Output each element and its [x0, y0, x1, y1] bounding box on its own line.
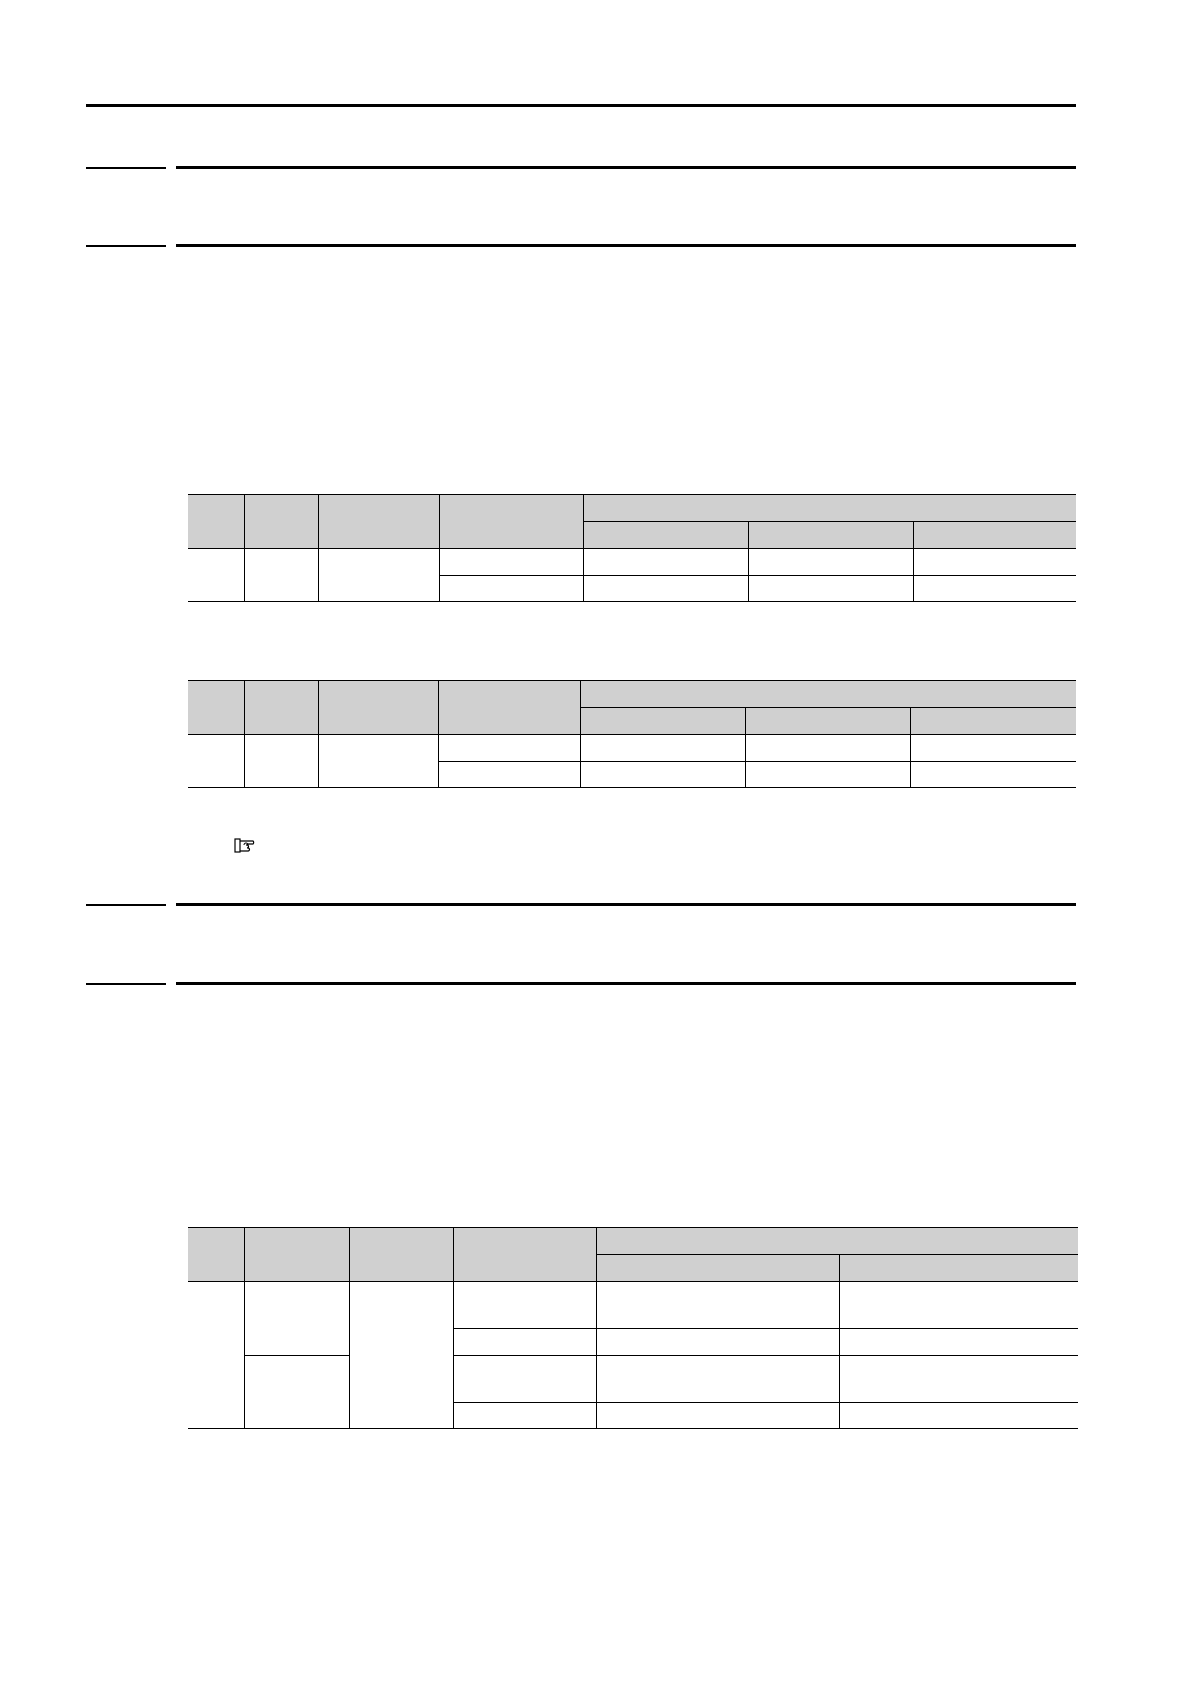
- header-cell: [244, 681, 318, 735]
- table-cell: [318, 735, 438, 788]
- table-cell: [580, 735, 745, 762]
- table-cell: [596, 1329, 839, 1356]
- table-cell: [580, 762, 745, 788]
- section-rule-short-1a: [86, 167, 166, 169]
- header-cell: [244, 1228, 349, 1282]
- header-cell: [318, 495, 439, 549]
- table-cell: [439, 549, 583, 576]
- table-cell: [438, 735, 580, 762]
- spec-table-1: [188, 494, 1076, 602]
- header-cell: [244, 495, 318, 549]
- header-cell: [188, 495, 244, 549]
- header-subcell: [839, 1255, 1078, 1282]
- table-cell: [244, 1356, 349, 1429]
- table-cell: [439, 576, 583, 602]
- header-subcell: [745, 708, 910, 735]
- table-cell: [244, 735, 318, 788]
- header-cell: [438, 681, 580, 735]
- table-cell: [596, 1356, 839, 1403]
- section-rule-long-2b: [176, 982, 1076, 985]
- table-cell: [913, 576, 1076, 602]
- pointing-hand-icon: [234, 838, 256, 854]
- table-cell: [453, 1329, 596, 1356]
- table-cell: [244, 1282, 349, 1356]
- header-subcell: [583, 522, 748, 549]
- header-group-cell: [583, 495, 1076, 522]
- table-cell: [839, 1403, 1078, 1429]
- table-cell: [596, 1403, 839, 1429]
- table-cell: [839, 1282, 1078, 1329]
- section-rule-short-1b: [86, 245, 166, 247]
- table-cell: [583, 576, 748, 602]
- table-cell: [583, 549, 748, 576]
- table-cell: [910, 762, 1076, 788]
- header-cell: [349, 1228, 453, 1282]
- section-rule-short-2b: [86, 983, 166, 985]
- page-header-rule: [86, 104, 1076, 107]
- section-rule-short-2a: [86, 904, 166, 906]
- section-rule-long-1a: [176, 166, 1076, 169]
- table-cell: [745, 762, 910, 788]
- header-subcell: [910, 708, 1076, 735]
- table-cell: [839, 1329, 1078, 1356]
- header-group-cell: [596, 1228, 1078, 1255]
- header-subcell: [596, 1255, 839, 1282]
- table-cell: [910, 735, 1076, 762]
- table-cell: [188, 1282, 244, 1429]
- table-cell: [318, 549, 439, 602]
- header-cell: [453, 1228, 596, 1282]
- table-cell: [453, 1356, 596, 1403]
- table-cell: [596, 1282, 839, 1329]
- table-cell: [349, 1282, 453, 1429]
- header-subcell: [580, 708, 745, 735]
- header-subcell: [748, 522, 913, 549]
- table-cell: [745, 735, 910, 762]
- table-cell: [188, 735, 244, 788]
- section-rule-long-1b: [176, 244, 1076, 247]
- table-cell: [748, 576, 913, 602]
- table-cell: [188, 549, 244, 602]
- header-group-cell: [580, 681, 1076, 708]
- table-cell: [839, 1356, 1078, 1403]
- table-cell: [913, 549, 1076, 576]
- table-cell: [748, 549, 913, 576]
- spec-table-2: [188, 680, 1076, 788]
- header-subcell: [913, 522, 1076, 549]
- section-rule-long-2a: [176, 903, 1076, 906]
- header-cell: [188, 681, 244, 735]
- header-cell: [318, 681, 438, 735]
- header-cell: [188, 1228, 244, 1282]
- table-cell: [438, 762, 580, 788]
- table-cell: [453, 1403, 596, 1429]
- spec-table-3: [188, 1227, 1078, 1429]
- header-cell: [439, 495, 583, 549]
- table-cell: [244, 549, 318, 602]
- table-cell: [453, 1282, 596, 1329]
